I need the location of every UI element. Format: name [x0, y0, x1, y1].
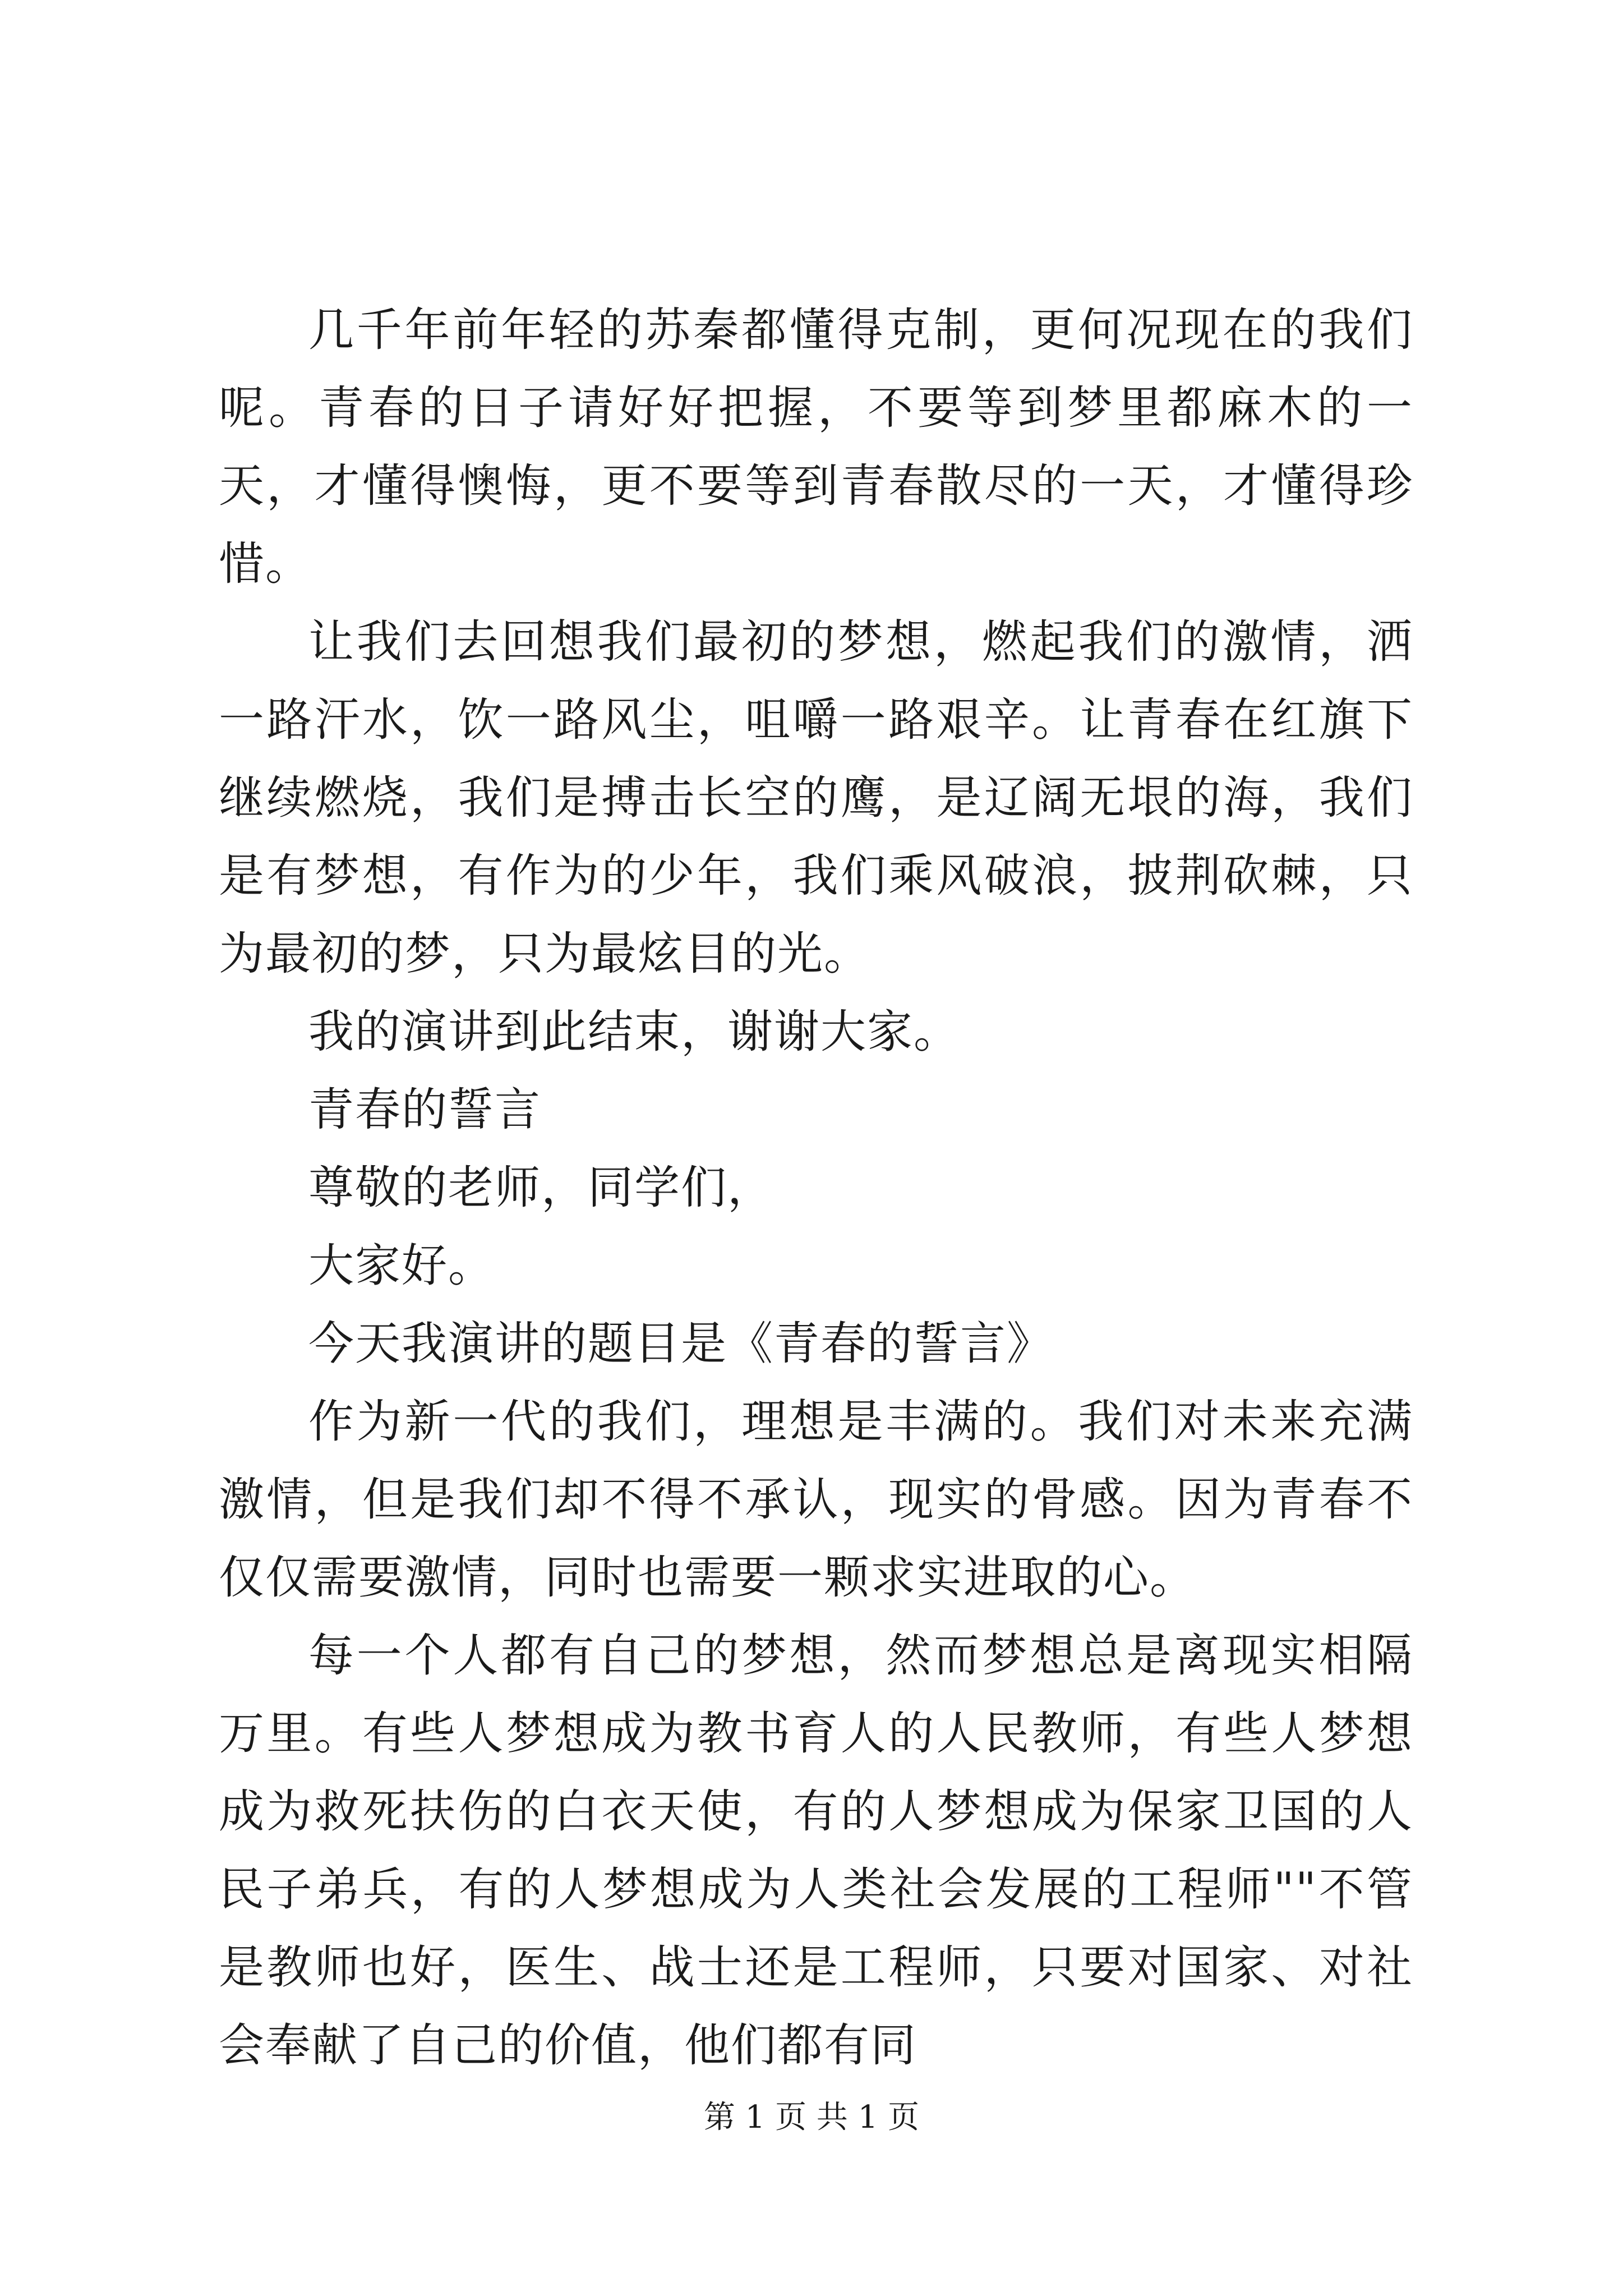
paragraph: 我的演讲到此结束，谢谢大家。	[308, 1006, 961, 1059]
paragraph: 几千年前年轻的苏秦都懂得克制，更何况现在的我们呢。青春的日子请好好把握，不要等到梦里都麻木的一天，才懂得懊悔，更不要等到青春散尽的一天，才懂得珍惜。	[219, 304, 1413, 591]
speech-title: 青春的誓言	[308, 1084, 542, 1137]
paragraph: 让我们去回想我们最初的梦想，燃起我们的激情，洒一路汗水，饮一路风尘，咀嚼一路艰辛。让青春在红旗下继续燃烧，我们是搏击长空的鹰，是辽阔无垠的海，我们是有梦想，有作为的少年，我们乘风破浪，披荆砍棘，只为最初的梦，只为最炫目的光。	[219, 616, 1413, 981]
page-number-footer: 第 1 页 共 1 页	[703, 2099, 920, 2136]
paragraph: 今天我演讲的题目是《青春的誓言》	[308, 1318, 1054, 1370]
document-body	[219, 292, 1413, 2085]
paragraph: 作为新一代的我们，理想是丰满的。我们对未来充满激情，但是我们却不得不承认，现实的骨感。因为青春不仅仅需要激情，同时也需要一颗求实进取的心。	[219, 1396, 1413, 1604]
greeting: 大家好。	[308, 1240, 495, 1292]
paragraph: 每一个人都有自己的梦想，然而梦想总是离现实相隔万里。有些人梦想成为教书育人的人民教师，有些人梦想成为救死扶伤的白衣天使，有的人梦想成为保家卫国的人民子弟兵，有的人梦想成为人类社会发展的工程师""不管是教师也好，医生、战士还是工程师，只要对国家、对社会奉献了自己的价值，他们都有同	[219, 1630, 1413, 2072]
salutation: 尊敬的老师，同学们，	[308, 1162, 774, 1214]
